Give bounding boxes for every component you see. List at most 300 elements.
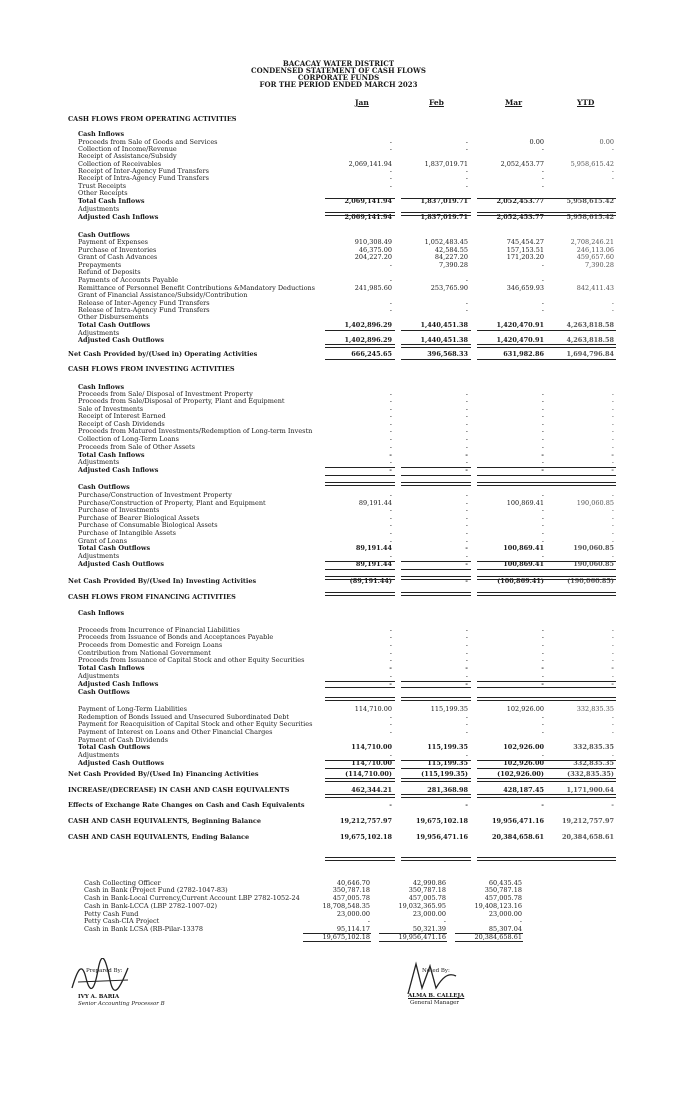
row-value-jan: 114,710.00 [351,743,392,751]
row-value-feb: - [465,427,468,435]
row-value-mar: 102,926.00 [503,743,544,751]
statement-row [0,116,677,123]
rule-line [401,475,471,476]
statement-row [0,834,677,841]
noted-signature-icon [402,958,465,999]
row-label: Proceeds from Matured Investments/Redemption of Long-term Investn [78,428,313,435]
row-label: Purchase/Construction of Investment Property [78,492,232,499]
row-value-jan: - [389,537,392,545]
row-value-ytd: - [611,397,614,405]
breakdown-value-mar: 60,435.45 [488,879,522,887]
row-value-jan: - [389,649,392,657]
rule-line [401,482,471,486]
row-value-ytd: - [611,390,614,398]
row-value-mar: 102,926.00 [506,705,544,713]
row-value-jan: - [389,390,392,398]
row-label: INCREASE/(DECREASE) IN CASH AND CASH EQUIVALENTS [68,787,290,794]
row-label: Other Receipts [78,190,128,197]
breakdown-value-mar: 20,384,658.61 [474,933,522,941]
row-value-jan: - [389,261,392,269]
row-value-jan: 19,675,102.18 [339,833,392,841]
breakdown-value-jan: 40,646.70 [336,879,370,887]
row-value-feb: - [465,641,468,649]
row-value-feb: - [465,633,468,641]
rule-line [477,198,547,199]
rule-line [401,198,471,199]
row-value-mar: - [541,167,544,175]
rule-line [546,359,616,360]
prepared-signature-icon [68,958,138,994]
row-value-ytd: 459,657.60 [576,253,614,261]
statement-row [0,421,677,428]
row-label: Adjusted Cash Inflows [78,681,159,688]
row-value-feb: - [465,537,468,545]
statement-row [0,254,677,261]
rule-line [325,344,395,348]
rule-line [325,592,395,596]
row-value-mar: - [541,276,544,284]
rule-line [325,681,395,682]
row-value-feb: - [465,521,468,529]
column-headers [0,98,677,110]
row-value-mar: - [541,397,544,405]
rule-line [401,344,471,348]
prepared-name: IVY A. BARIA [78,994,120,1000]
row-label: Total Cash Inflows [78,198,145,205]
row-value-ytd: - [611,466,614,474]
row-value-mar: 1,420,470.91 [496,336,544,344]
breakdown-value-feb: 350,787.18 [408,886,446,894]
row-value-mar: - [541,182,544,190]
breakdown-value-jan: 23,000.00 [336,910,370,918]
rule-line [325,561,395,562]
row-label: Payments of Accounts Payable [78,277,179,284]
row-label: CASH FLOWS FROM OPERATING ACTIVITIES [68,116,237,123]
row-value-ytd: - [611,443,614,451]
column-header-mar: Mar [505,98,523,107]
rule-line [325,212,395,216]
row-value-feb: 1,837,019.71 [424,160,468,168]
rule-line [325,198,395,199]
row-label: Receipt of Assistance/Subsidy [78,153,177,160]
rule-line [325,482,395,486]
row-label: Payment of Interest on Loans and Other Financial Charges [78,729,273,736]
row-value-mar: 631,982.86 [503,350,544,358]
row-value-feb: 115,199.35 [430,705,468,713]
row-value-jan: 462,344.21 [351,786,392,794]
row-value-ytd: - [611,529,614,537]
row-value-ytd: (190,060.85) [567,577,614,585]
rule-line [546,592,616,596]
breakdown-value-mar: 457,005.78 [484,894,522,902]
statement-row [0,398,677,405]
row-value-jan: 114,710.00 [354,705,392,713]
column-header-feb: Feb [429,98,444,107]
rule-line [477,467,547,468]
row-value-mar: - [541,521,544,529]
row-value-jan: 2,069,141.94 [344,213,392,221]
row-value-ytd: - [611,458,614,466]
row-value-mar: - [541,261,544,269]
row-value-mar: 2,052,453.77 [500,160,544,168]
statement-row [0,627,677,634]
statement-row [0,642,677,649]
rule-line [401,467,471,468]
statement-row [0,139,677,146]
breakdown-value-feb: - [443,917,446,925]
row-value-jan: - [389,641,392,649]
statement-row [0,729,677,736]
row-label: Receipt of Interest Earned [78,413,166,420]
row-value-ytd: 4,263,818.58 [566,321,614,329]
row-value-mar: 1,420,470.91 [496,321,544,329]
row-value-ytd: - [611,491,614,499]
row-value-feb: - [465,451,468,459]
statement-row [0,522,677,529]
row-value-feb: 84,227.20 [434,253,468,261]
row-value-feb: - [465,174,468,182]
column-header-ytd: YTD [577,98,595,107]
row-label: Purchase/Construction of Property, Plant and Equipment [78,500,266,507]
rule-line [546,687,616,688]
statement-row [0,530,677,537]
row-value-ytd: - [611,174,614,182]
row-value-mar: 100,869.41 [503,544,544,552]
statement-row [0,467,677,474]
statement-row [0,492,677,499]
statement-row [0,168,677,175]
row-value-ytd: - [611,537,614,545]
row-value-jan: 204,227.20 [354,253,392,261]
row-value-jan: 2,069,141.94 [344,197,392,205]
row-value-feb: - [465,412,468,420]
statement-row [0,183,677,190]
breakdown-value-jan: 350,787.18 [332,886,370,894]
row-value-ytd: 7,390.28 [585,261,614,269]
row-label: Cash Inflows [78,610,125,617]
row-value-jan: - [389,720,392,728]
rule-line [401,576,471,580]
row-value-ytd: - [611,514,614,522]
breakdown-value-jan: 18,708,548.35 [322,902,370,910]
row-value-mar: - [541,720,544,728]
row-value-ytd: - [611,145,614,153]
row-label: Cash Outflows [78,232,130,239]
rule-line [477,760,547,761]
statement-row [0,131,677,138]
row-value-jan: 1,402,896.29 [344,321,392,329]
row-value-ytd: 332,835.35 [573,759,614,767]
row-value-feb: 115,199.35 [427,759,468,767]
row-value-feb: 1,440,451.38 [420,336,468,344]
row-label: CASH AND CASH EQUIVALENTS, Beginning Balance [68,818,262,825]
row-value-mar: - [541,412,544,420]
statement-row [0,366,677,373]
breakdown-row [0,918,677,925]
row-label: Adjusted Cash Outflows [78,760,165,767]
rule-line [379,933,447,934]
row-value-jan: - [389,491,392,499]
row-label: Cash Inflows [78,384,125,391]
rule-line [401,687,471,688]
row-value-ytd: 190,060.85 [573,544,614,552]
row-label: Net Cash Provided By/(Used In) Investing Activities [68,578,257,585]
row-label: Cash Outflows [78,484,130,491]
row-label: CASH FLOWS FROM FINANCING ACTIVITIES [68,594,236,601]
row-value-mar: - [541,420,544,428]
rule-line [546,576,616,580]
row-label: Payment of Expenses [78,239,149,246]
statement-row [0,610,677,617]
row-value-feb: - [465,167,468,175]
breakdown-value-mar: 23,000.00 [488,910,522,918]
row-value-ytd: 20,384,658.61 [561,833,614,841]
row-value-ytd: - [611,451,614,459]
row-value-jan: - [389,397,392,405]
row-label: Receipt of Cash Dividends [78,421,165,428]
column-header-jan: Jan [355,98,369,107]
row-value-mar: - [541,656,544,664]
row-value-feb: 19,675,102.18 [415,817,468,825]
rule-line [477,697,547,701]
row-label: Trust Receipts [78,183,127,190]
statement-row [0,277,677,284]
row-value-jan: 114,710.00 [351,759,392,767]
row-value-feb: - [465,680,468,688]
row-label: Grant of Cash Advances [78,254,158,261]
statement-row [0,153,677,160]
row-label: Release of Intra-Agency Fund Transfers [78,307,210,314]
row-value-mar: - [541,529,544,537]
rule-line [546,198,616,199]
row-value-ytd: 332,835.35 [576,705,614,713]
statement-row [0,459,677,466]
row-value-jan: - [389,435,392,443]
row-value-feb: - [465,577,468,585]
rule-line [477,344,547,348]
row-value-feb: - [465,443,468,451]
statement-row [0,665,677,672]
row-value-jan: - [389,145,392,153]
statement-row [0,428,677,435]
breakdown-value-mar: 350,787.18 [484,886,522,894]
row-value-jan: - [389,552,392,560]
agency-name: BACACAY WATER DISTRICT [282,59,395,68]
statement-row [0,515,677,522]
rule-line [325,467,395,468]
rule-line [546,569,616,570]
rule-line [477,687,547,688]
rule-line [401,330,471,331]
rule-line [303,941,371,942]
row-label: Receipt of Intra-Agency Fund Transfers [78,175,209,182]
row-label: Contribution from National Government [78,650,211,657]
row-value-ytd: - [611,633,614,641]
row-value-ytd: - [611,412,614,420]
rule-line [401,681,471,682]
row-label: Purchase of Consumable Biological Assets [78,522,218,529]
row-label: Net Cash Provided By/(Used In) Financing Activities [68,771,259,778]
row-value-ytd: 190,060.85 [573,560,614,568]
row-value-feb: - [465,560,468,568]
row-label: Grant of Loans [78,538,128,545]
row-value-mar: - [541,405,544,413]
row-label: Total Cash Inflows [78,665,145,672]
row-value-ytd: - [611,713,614,721]
row-value-ytd: - [611,656,614,664]
rule-line [546,212,616,216]
row-value-feb: - [465,751,468,759]
statement-row [0,198,677,205]
row-value-feb: 7,390.28 [439,261,468,269]
rule-line [401,212,471,216]
row-value-feb: - [465,649,468,657]
row-value-feb: 1,440,451.38 [420,321,468,329]
row-value-feb: - [465,299,468,307]
breakdown-label: Cash in Bank-LCCA (LBP 2782-1007-02) [84,903,218,910]
rule-line [546,760,616,761]
statement-row [0,239,677,246]
row-label: Total Cash Outflows [78,545,151,552]
row-value-mar: 100,869.41 [503,560,544,568]
row-value-jan: - [389,405,392,413]
row-label: Purchase of Investments [78,507,160,514]
row-value-feb: 281,368.98 [427,786,468,794]
rule-line [477,857,547,861]
row-value-feb: - [465,397,468,405]
row-label: Cash Inflows [78,131,125,138]
row-value-jan: - [389,751,392,759]
rule-line [477,794,547,798]
row-label: Total Cash Inflows [78,452,145,459]
row-value-ytd: 19,212,757.97 [561,817,614,825]
row-value-mar: - [541,451,544,459]
breakdown-value-jan: 19,675,102.18 [322,933,370,941]
row-value-feb: - [465,728,468,736]
row-value-feb: - [465,656,468,664]
row-value-jan: 89,191.44 [358,499,392,507]
statement-row [0,307,677,314]
row-value-ytd: - [611,405,614,413]
row-value-ytd: - [611,506,614,514]
statement-row [0,744,677,751]
row-value-feb: - [465,544,468,552]
row-value-ytd: - [611,435,614,443]
breakdown-label: Cash in Bank-Local Currency,Current Account LBP 2782-1052-24 [84,895,300,902]
row-value-mar: - [541,466,544,474]
row-label: Proceeds from Domestic and Foreign Loans [78,642,223,649]
rule-line [477,482,547,486]
rule-line [477,768,547,769]
rule-line [325,569,395,570]
statement-title: CONDENSED STATEMENT OF CASH FLOWS [251,66,426,75]
breakdown-value-mar: - [519,917,522,925]
breakdown-value-feb: 50,321.39 [412,925,446,933]
row-value-ytd: - [611,672,614,680]
rule-line [325,857,395,861]
rule-line [546,482,616,486]
row-value-ytd: - [611,720,614,728]
row-value-mar: 2,052,453.77 [496,197,544,205]
row-value-feb: - [465,138,468,146]
statement-row [0,452,677,459]
statement-row [0,650,677,657]
row-value-ytd: 5,958,615.42 [570,160,614,168]
row-value-mar: 20,384,658.61 [491,833,544,841]
row-value-ytd: (332,835.35) [567,770,614,778]
rule-line [325,475,395,476]
row-value-jan: 46,375.00 [358,246,392,254]
rule-line [303,933,371,934]
row-value-mar: 171,203.20 [506,253,544,261]
row-value-ytd: - [611,167,614,175]
statement-row [0,314,677,321]
rule-line [546,344,616,348]
row-value-ytd: - [611,649,614,657]
noted-name: ALMA B. CALLEJA [408,993,465,999]
row-value-mar: 157,153.51 [506,246,544,254]
row-value-feb: - [465,145,468,153]
row-label: Adjustments [78,459,120,466]
row-value-ytd: 5,958,615.42 [566,213,614,221]
rule-line [546,794,616,798]
rule-line [401,760,471,761]
row-value-jan: - [389,412,392,420]
row-label: Sale of Investments [78,406,144,413]
row-label: Proceeds from Issuance of Bonds and Acceptances Payable [78,634,274,641]
rule-line [477,778,547,782]
row-value-jan: - [389,466,392,474]
row-value-feb: 253,765.90 [430,284,468,292]
rule-line [546,561,616,562]
statement-row [0,706,677,713]
row-value-mar: - [541,649,544,657]
rule-line [546,697,616,701]
statement-row [0,500,677,507]
statement-row [0,175,677,182]
rule-line [546,778,616,782]
row-value-ytd: - [611,664,614,672]
breakdown-label: Cash Collecting Officer [84,880,161,887]
rule-line [325,687,395,688]
row-value-jan: - [389,656,392,664]
row-value-feb: 19,956,471.16 [415,833,468,841]
statement-row [0,161,677,168]
row-value-jan: - [389,443,392,451]
statement-row [0,771,677,778]
statement-row [0,787,677,794]
statement-row [0,391,677,398]
breakdown-row [0,934,677,941]
row-value-feb: - [465,420,468,428]
row-label: Proceeds from Sale/Disposal of Property, Plant and Equipment [78,398,285,405]
row-value-feb: 1,052,483.45 [424,238,468,246]
row-value-mar: - [541,552,544,560]
row-value-ytd: - [611,299,614,307]
row-value-jan: - [389,633,392,641]
rule-line [455,933,523,934]
row-value-jan: - [389,182,392,190]
row-value-ytd: 1,171,900.64 [566,786,614,794]
row-value-mar: 0.00 [529,138,544,146]
statement-row [0,262,677,269]
row-label: Purchase of Bearer Biological Assets [78,515,200,522]
row-label: Remittance of Personnel Benefit Contributions &Mandatory Deductions [78,285,316,292]
row-label: Grant of Financial Assistance/Subsidy/Contribution [78,292,248,299]
row-value-jan: 89,191.44 [355,544,392,552]
rule-line [477,569,547,570]
breakdown-row [0,903,677,910]
